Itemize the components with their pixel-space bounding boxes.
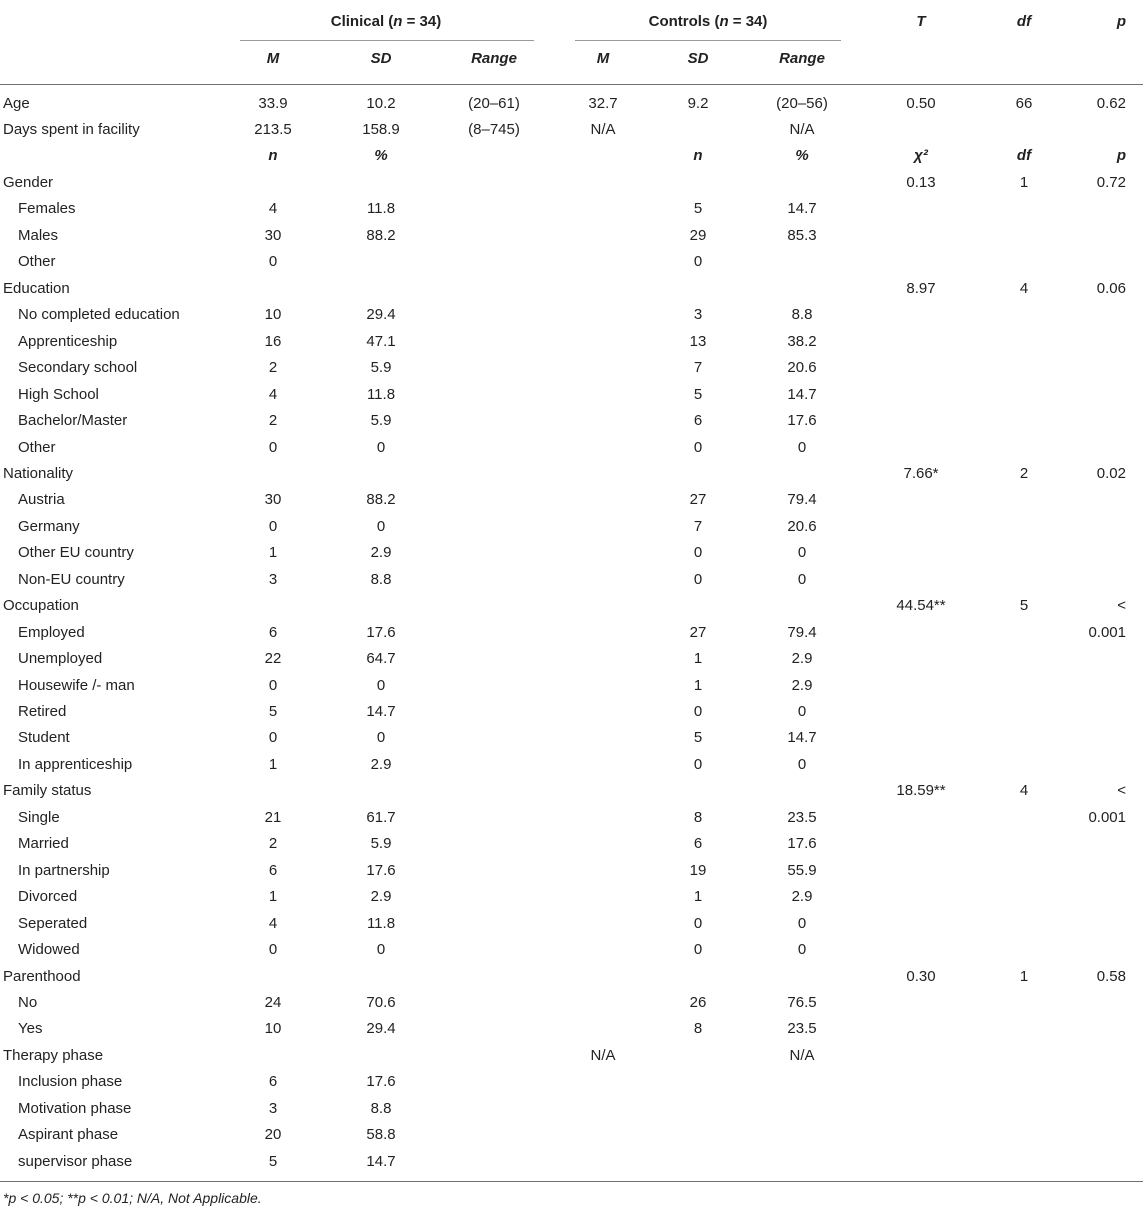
cell-chi-square: 0.30 xyxy=(906,968,936,985)
category-label: Bachelor/Master xyxy=(18,412,128,429)
cell-pct-clinical: 17.6 xyxy=(366,862,396,879)
cell-pct-clinical: 5.9 xyxy=(370,835,392,852)
cell-pct-clinical: 29.4 xyxy=(366,306,396,323)
category-label: Motivation phase xyxy=(18,1100,132,1117)
cell-pct-clinical: 70.6 xyxy=(366,994,396,1011)
category-label: Seperated xyxy=(18,915,88,932)
category-label: Single xyxy=(18,809,60,826)
cell-df: 2 xyxy=(1019,465,1029,482)
cell-m-controls: N/A xyxy=(590,1047,616,1064)
sub-header-sd-clinical: SD xyxy=(370,50,392,67)
cell-n-clinical: 5 xyxy=(268,1153,278,1170)
cell-p-value: 0.06 xyxy=(1096,280,1126,297)
row-label: Days spent in facility xyxy=(3,121,140,138)
cell-n-clinical: 6 xyxy=(268,862,278,879)
cell-p-value: 0.001 xyxy=(1088,624,1126,641)
cell-n-clinical: 10 xyxy=(264,306,282,323)
cell-pct-controls: 20.6 xyxy=(787,359,817,376)
cell-n-controls: 3 xyxy=(693,306,703,323)
cell-pct-clinical: 2.9 xyxy=(370,544,392,561)
cell-n-controls: 1 xyxy=(693,650,703,667)
cell-pct-controls: 0 xyxy=(797,915,807,932)
category-label: High School xyxy=(18,386,99,403)
count-header-df: df xyxy=(1016,147,1032,164)
cell-sd-clinical: 10.2 xyxy=(366,95,396,112)
category-label: Aspirant phase xyxy=(18,1126,119,1143)
group-label: Parenthood xyxy=(3,968,81,985)
group-label: Gender xyxy=(3,174,54,191)
cell-pct-clinical: 61.7 xyxy=(366,809,396,826)
cell-n-clinical: 6 xyxy=(268,1073,278,1090)
category-label: In partnership xyxy=(18,862,110,879)
group-label: Education xyxy=(3,280,70,297)
cell-n-clinical: 1 xyxy=(268,888,278,905)
table-bottom-rule xyxy=(0,1181,1143,1182)
category-label: Retired xyxy=(18,703,67,720)
sub-header-range-controls: Range xyxy=(779,50,825,67)
cell-n-controls: 8 xyxy=(693,1020,703,1037)
cell-n-clinical: 21 xyxy=(264,809,282,826)
count-header-p: p xyxy=(1116,147,1126,164)
category-label: Housewife /- man xyxy=(18,677,135,694)
cell-p-value: 0.58 xyxy=(1096,968,1126,985)
category-label: Student xyxy=(18,729,70,746)
group-label: Nationality xyxy=(3,465,74,482)
cell-chi-square: 0.13 xyxy=(906,174,936,191)
cell-pct-controls: 14.7 xyxy=(787,200,817,217)
cell-n-controls: 5 xyxy=(693,386,703,403)
cell-sd-controls: 9.2 xyxy=(687,95,709,112)
cell-n-clinical: 30 xyxy=(264,227,282,244)
cell-n-clinical: 1 xyxy=(268,544,278,561)
cell-pct-clinical: 5.9 xyxy=(370,412,392,429)
cell-range-controls: N/A xyxy=(789,1047,815,1064)
cell-m-controls: N/A xyxy=(590,121,616,138)
cell-p-value: < xyxy=(1117,597,1126,614)
cell-n-controls: 0 xyxy=(693,703,703,720)
cell-df-value: 66 xyxy=(1015,95,1033,112)
category-label: Secondary school xyxy=(18,359,138,376)
sub-header-m-controls: M xyxy=(596,50,610,67)
clinical-header-rule xyxy=(240,40,534,41)
cell-df: 4 xyxy=(1019,280,1029,297)
category-label: Other EU country xyxy=(18,544,134,561)
cell-t-value: 0.50 xyxy=(906,95,936,112)
cell-pct-clinical: 14.7 xyxy=(366,1153,396,1170)
cell-pct-controls: 23.5 xyxy=(787,1020,817,1037)
cell-n-clinical: 0 xyxy=(268,253,278,270)
category-label: Non-EU country xyxy=(18,571,125,588)
cell-n-controls: 0 xyxy=(693,756,703,773)
cell-pct-clinical: 64.7 xyxy=(366,650,396,667)
group-label: Occupation xyxy=(3,597,79,614)
cell-n-controls: 8 xyxy=(693,809,703,826)
table-footnote: *p < 0.05; **p < 0.01; N/A, Not Applicable. xyxy=(3,1190,262,1206)
header-bottom-rule xyxy=(0,84,1143,85)
cell-p-value: 0.001 xyxy=(1088,809,1126,826)
cell-pct-controls: 0 xyxy=(797,571,807,588)
cell-chi-square: 44.54** xyxy=(896,597,946,614)
p-header: p xyxy=(1116,13,1126,30)
cell-range-controls: N/A xyxy=(789,121,815,138)
count-header-pct-clinical: % xyxy=(374,147,388,164)
cell-n-controls: 29 xyxy=(689,227,707,244)
cell-n-controls: 0 xyxy=(693,253,703,270)
count-header-n-controls: n xyxy=(693,147,703,164)
sub-header-m-clinical: M xyxy=(266,50,280,67)
cell-p-value: 0.62 xyxy=(1096,95,1126,112)
cell-n-controls: 6 xyxy=(693,835,703,852)
sub-header-range-clinical: Range xyxy=(471,50,517,67)
cell-pct-clinical: 0 xyxy=(376,941,386,958)
cell-n-clinical: 24 xyxy=(264,994,282,1011)
group-label: Therapy phase xyxy=(3,1047,104,1064)
count-header-n-clinical: n xyxy=(268,147,278,164)
cell-chi-square: 7.66* xyxy=(903,465,939,482)
group-label: Family status xyxy=(3,782,92,799)
cell-m-controls: 32.7 xyxy=(588,95,618,112)
cell-n-controls: 27 xyxy=(689,491,707,508)
controls-header-rule xyxy=(575,40,841,41)
cell-pct-controls: 0 xyxy=(797,439,807,456)
cell-pct-clinical: 14.7 xyxy=(366,703,396,720)
cell-pct-controls: 17.6 xyxy=(787,412,817,429)
cell-pct-clinical: 0 xyxy=(376,677,386,694)
cell-pct-clinical: 2.9 xyxy=(370,888,392,905)
category-label: Inclusion phase xyxy=(18,1073,123,1090)
cell-pct-clinical: 11.8 xyxy=(366,200,396,217)
cell-n-controls: 1 xyxy=(693,888,703,905)
cell-n-clinical: 0 xyxy=(268,518,278,535)
cell-n-clinical: 6 xyxy=(268,624,278,641)
cell-pct-clinical: 29.4 xyxy=(366,1020,396,1037)
cell-pct-controls: 17.6 xyxy=(787,835,817,852)
cell-n-clinical: 10 xyxy=(264,1020,282,1037)
cell-pct-clinical: 11.8 xyxy=(366,915,396,932)
cell-pct-controls: 14.7 xyxy=(787,386,817,403)
clinical-group-header: Clinical (n = 34) xyxy=(330,13,442,30)
cell-pct-clinical: 0 xyxy=(376,439,386,456)
cell-n-clinical: 5 xyxy=(268,703,278,720)
category-label: Other xyxy=(18,439,56,456)
category-label: Widowed xyxy=(18,941,80,958)
cell-n-controls: 27 xyxy=(689,624,707,641)
cell-range-clinical: (20–61) xyxy=(468,95,520,112)
cell-df: 4 xyxy=(1019,782,1029,799)
cell-n-controls: 0 xyxy=(693,544,703,561)
cell-n-controls: 7 xyxy=(693,518,703,535)
cell-n-controls: 0 xyxy=(693,439,703,456)
cell-n-controls: 1 xyxy=(693,677,703,694)
controls-group-header: Controls (n = 34) xyxy=(648,13,768,30)
cell-n-clinical: 3 xyxy=(268,1100,278,1117)
category-label: No completed education xyxy=(18,306,180,323)
cell-p-value: 0.72 xyxy=(1096,174,1126,191)
cell-n-clinical: 4 xyxy=(268,915,278,932)
cell-n-controls: 5 xyxy=(693,200,703,217)
category-label: Divorced xyxy=(18,888,78,905)
cell-n-clinical: 1 xyxy=(268,756,278,773)
cell-pct-controls: 85.3 xyxy=(787,227,817,244)
cell-pct-controls: 0 xyxy=(797,544,807,561)
cell-n-controls: 6 xyxy=(693,412,703,429)
cell-range-clinical: (8–745) xyxy=(468,121,520,138)
cell-pct-controls: 55.9 xyxy=(787,862,817,879)
category-label: Austria xyxy=(18,491,65,508)
category-label: Apprenticeship xyxy=(18,333,118,350)
cell-n-clinical: 22 xyxy=(264,650,282,667)
category-label: Yes xyxy=(18,1020,43,1037)
cell-n-clinical: 0 xyxy=(268,729,278,746)
cell-pct-controls: 23.5 xyxy=(787,809,817,826)
cell-n-clinical: 0 xyxy=(268,677,278,694)
cell-n-controls: 19 xyxy=(689,862,707,879)
cell-chi-square: 18.59** xyxy=(896,782,946,799)
cell-pct-clinical: 0 xyxy=(376,518,386,535)
count-header-pct-controls: % xyxy=(795,147,809,164)
cell-m-clinical: 213.5 xyxy=(254,121,292,138)
cell-p-value: < xyxy=(1117,782,1126,799)
category-label: Males xyxy=(18,227,59,244)
cell-n-controls: 0 xyxy=(693,915,703,932)
cell-pct-controls: 20.6 xyxy=(787,518,817,535)
cell-df: 5 xyxy=(1019,597,1029,614)
category-label: Females xyxy=(18,200,76,217)
cell-p-value: 0.02 xyxy=(1096,465,1126,482)
cell-pct-controls: 2.9 xyxy=(791,888,813,905)
cell-n-controls: 7 xyxy=(693,359,703,376)
cell-pct-clinical: 11.8 xyxy=(366,386,396,403)
row-label: Age xyxy=(3,95,30,112)
cell-pct-clinical: 8.8 xyxy=(370,1100,392,1117)
cell-pct-controls: 2.9 xyxy=(791,677,813,694)
cell-n-clinical: 2 xyxy=(268,359,278,376)
cell-n-clinical: 4 xyxy=(268,386,278,403)
cell-pct-controls: 0 xyxy=(797,941,807,958)
cell-n-clinical: 16 xyxy=(264,333,282,350)
cell-pct-clinical: 0 xyxy=(376,729,386,746)
cell-n-clinical: 0 xyxy=(268,439,278,456)
category-label: Employed xyxy=(18,624,85,641)
cell-pct-controls: 0 xyxy=(797,703,807,720)
cell-sd-clinical: 158.9 xyxy=(362,121,400,138)
cell-n-clinical: 20 xyxy=(264,1126,282,1143)
category-label: In apprenticeship xyxy=(18,756,133,773)
cell-n-controls: 26 xyxy=(689,994,707,1011)
cell-pct-clinical: 88.2 xyxy=(366,491,396,508)
cell-n-controls: 5 xyxy=(693,729,703,746)
t-header: T xyxy=(916,13,926,30)
df-header: df xyxy=(1016,13,1032,30)
cell-pct-clinical: 5.9 xyxy=(370,359,392,376)
cell-pct-controls: 79.4 xyxy=(787,491,817,508)
category-label: Germany xyxy=(18,518,80,535)
category-label: Unemployed xyxy=(18,650,103,667)
cell-n-clinical: 0 xyxy=(268,941,278,958)
cell-pct-controls: 14.7 xyxy=(787,729,817,746)
cell-pct-clinical: 8.8 xyxy=(370,571,392,588)
cell-df: 1 xyxy=(1019,174,1029,191)
category-label: Married xyxy=(18,835,69,852)
cell-pct-controls: 8.8 xyxy=(791,306,813,323)
cell-n-clinical: 4 xyxy=(268,200,278,217)
cell-n-controls: 0 xyxy=(693,941,703,958)
cell-pct-clinical: 17.6 xyxy=(366,624,396,641)
sub-header-sd-controls: SD xyxy=(687,50,709,67)
cell-pct-controls: 2.9 xyxy=(791,650,813,667)
cell-pct-clinical: 47.1 xyxy=(366,333,396,350)
category-label: Other xyxy=(18,253,56,270)
cell-pct-clinical: 58.8 xyxy=(366,1126,396,1143)
category-label: No xyxy=(18,994,38,1011)
cell-pct-controls: 79.4 xyxy=(787,624,817,641)
cell-n-clinical: 3 xyxy=(268,571,278,588)
cell-n-controls: 0 xyxy=(693,571,703,588)
cell-pct-controls: 38.2 xyxy=(787,333,817,350)
cell-n-controls: 13 xyxy=(689,333,707,350)
cell-n-clinical: 2 xyxy=(268,835,278,852)
cell-pct-clinical: 17.6 xyxy=(366,1073,396,1090)
count-header-chi-square: χ² xyxy=(914,147,928,164)
cell-m-clinical: 33.9 xyxy=(258,95,288,112)
cell-pct-controls: 0 xyxy=(797,756,807,773)
cell-df: 1 xyxy=(1019,968,1029,985)
cell-range-controls: (20–56) xyxy=(776,95,828,112)
category-label: supervisor phase xyxy=(18,1153,133,1170)
cell-chi-square: 8.97 xyxy=(906,280,936,297)
cell-n-clinical: 30 xyxy=(264,491,282,508)
cell-pct-clinical: 88.2 xyxy=(366,227,396,244)
cell-n-clinical: 2 xyxy=(268,412,278,429)
cell-pct-controls: 76.5 xyxy=(787,994,817,1011)
cell-pct-clinical: 2.9 xyxy=(370,756,392,773)
